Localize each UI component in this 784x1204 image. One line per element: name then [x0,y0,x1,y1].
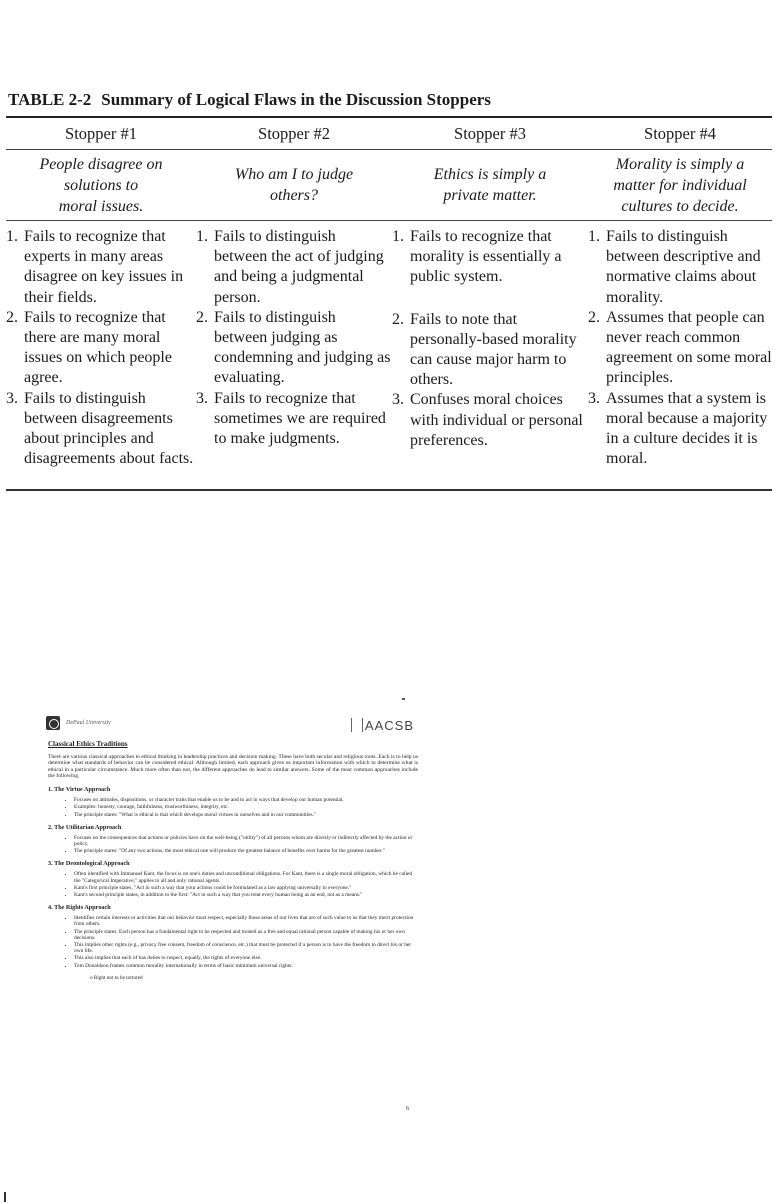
header-stopper-2: Stopper #2 [258,123,330,143]
list-item: • The principle states: "Of any two actions, the most ethical one will produce the greatest balance of benefits over harms for the greatest number." [74,848,414,854]
header-row [6,118,772,149]
rights-bullets [44,915,414,969]
page-header [44,712,424,738]
list-item: • Focuses on attitudes, dispositions, or character traits that enable us to be and to act in ways that develop our human potential. [74,797,414,803]
list-item: 1. Fails to recognize that morality is essentially a public system. [392,228,562,286]
university-logo [46,716,111,730]
list-item: • Examples: honesty, courage, faithfulness, trustworthiness, integrity, etc. [74,804,414,810]
bottom-rule [6,489,772,491]
flaws-body [6,221,772,489]
scan-speck [4,1192,6,1202]
subtitle-stopper-1: People disagree on solutions to moral issues. [39,155,163,215]
list-item: 2. Fails to note that personally-based morality can cause major harm to others. [392,310,577,389]
virtue-bullets [44,797,414,818]
summary-table [6,90,772,491]
university-seal-icon [46,716,60,730]
flaws-column-4 [588,227,772,489]
university-name: DePaul University [66,720,111,726]
aacsb-logo: AACSB [364,718,414,733]
table-label: TABLE 2-2 [8,90,92,109]
list-item: • Kant's first principle states, "Act in such a way that your actions could be formulated as a law applying universally to everyone." [74,885,414,891]
subtitle-stopper-3: Ethics is simply a private matter. [433,166,547,204]
list-item: • Often identified with Immanuel Kant, the focus is on one's duties and unconditional obligations. For Kant, there is a single moral obligation, which he called the "Categorical Imperative," applies to all and only rational agents. [74,871,414,883]
flaws-column-1 [6,227,196,489]
document-title: Classical Ethics Traditions [48,740,128,748]
list-item: 2. Fails to recognize that there are many moral issues on which people agree. [6,308,172,387]
list-item: • This implies other rights (e.g., privacy free consent, freedom of conscience, etc.) that must be protected if a person is to have the freedom to direct his or her own life. [74,942,414,954]
table-title [8,90,772,110]
subtitle-stopper-4: Morality is simply a matter for individual cultures to decide. [613,155,747,215]
list-item: 2. Assumes that people can never reach common agreement on some moral principles. [588,308,772,387]
flaws-column-3 [392,227,588,489]
subtitle-stopper-2: Who am I to judge others? [234,166,354,204]
list-item: 3. Confuses moral choices with individual or personal preferences. [392,391,583,449]
list-item: 3. Fails to distinguish between disagreements about principles and disagreements about facts. [6,389,194,468]
deontological-bullets [44,871,414,898]
header-stopper-1: Stopper #1 [65,123,137,143]
list-item: • Identifies certain interests or activities that our behavior must respect, especially those areas of our lives that are of such value to us that they merit protection from others. [74,915,414,927]
section-heading-rights: 4. The Rights Approach [48,904,111,912]
subtitle-row [6,150,772,220]
header-stopper-3: Stopper #3 [454,123,526,143]
section-heading-deontological: 3. The Deontological Approach [48,860,130,868]
flaws-column-2 [196,227,392,489]
list-item: 1. Fails to distinguish between descriptive and normative claims about morality. [588,228,761,306]
scan-speck [402,698,405,700]
list-item: • The principle states: "What is ethical is that which develops moral virtues in ourselves and in our communities." [74,812,414,818]
utilitarian-bullets [44,835,414,855]
section-heading-virtue: 1. The Virtue Approach [48,786,111,794]
header-stopper-4: Stopper #4 [644,123,716,143]
section-heading-utilitarian: 2. The Utilitarian Approach [48,823,122,831]
ethics-document-page [44,712,424,1132]
list-item: • Kant's second principle states, in addition to the first: "Act in such a way that you treat every human being as an end, not as a means." [74,892,414,898]
sub-bullet: o Right not to be tortured [90,974,143,981]
page-number: 6 [406,1106,409,1112]
list-item: 2. Fails to distinguish between judging as condemning and judging as evaluating. [196,308,391,387]
intro-paragraph: There are various classical approaches to ethical thinking in leadership practices and decision making. These have both secular and religious roots. Each is to help us determine what standards of behavior can be considered ethical. Although limited, each approach gives us important information with which to determine what is ethical in a particular circumstance. Much more often than not, the different approaches do lead to similar answers. Some of the most common approaches include the following. [48,754,418,779]
list-item: 1. Fails to distinguish between the act of judging and being a judgmental person. [196,228,384,306]
list-item: • Focuses on the consequences that actions or policies have on the well-being ("utility") of all persons whom are directly or indirectly affected by the action or policy. [74,835,414,847]
list-item: • The principle states: Each person has a fundamental right to be respected and treated as a free and equal rational person capable of making his or her own decisions. [74,929,414,941]
table-title-text: Summary of Logical Flaws in the Discussion Stoppers [101,90,491,109]
list-item: 3. Fails to recognize that sometimes we are required to make judgments. [196,389,386,448]
list-item: • Tom Donaldson frames common morality internationally in terms of basic minimum universal rights: [74,963,414,969]
list-item: 1. Fails to recognize that experts in many areas disagree on key issues in their fields. [6,228,184,306]
list-item: • This also implies that each of has duties to respect, equally, the rights of everyone else. [74,955,414,961]
list-item: 3. Assumes that a system is moral because a majority in a culture decides it is moral. [588,389,768,468]
